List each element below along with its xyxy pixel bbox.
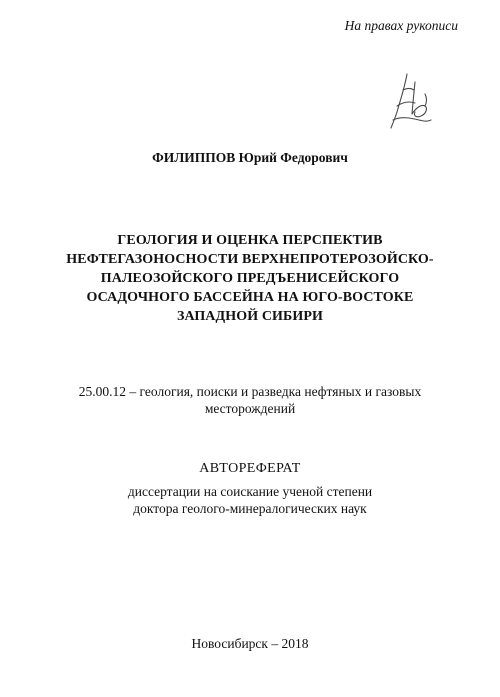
abstract-description: [30, 483, 470, 517]
abstract-line: диссертации на соискание ученой степени: [127, 484, 373, 499]
author-given-names: Юрий Федорович: [238, 150, 348, 165]
place-and-year: Новосибирск – 2018: [191, 636, 309, 651]
title-line: ОСАДОЧНОГО БАССЕЙНА НА ЮГО-ВОСТОКЕ: [86, 290, 414, 305]
specialty-line: месторождений: [204, 401, 296, 416]
title-line: ЗАПАДНОЙ СИБИРИ: [176, 309, 324, 324]
title-line: ГЕОЛОГИЯ И ОЦЕНКА ПЕРСПЕКТИВ: [117, 233, 383, 248]
abstract-line: доктора геолого-минералогических наук: [133, 501, 367, 516]
title-line: НЕФТЕГАЗОНОСНОСТИ ВЕРХНЕПРОТЕРОЗОЙСКО-: [66, 252, 434, 267]
abstract-heading: АВТОРЕФЕРАТ: [199, 461, 301, 476]
dissertation-title: [30, 231, 470, 326]
specialty-code: [30, 383, 470, 417]
rights-notice: На правах рукописи: [344, 18, 458, 33]
handwritten-signature-icon: [385, 68, 435, 132]
title-line: ПАЛЕОЗОЙСКОГО ПРЕДЪЕНИСЕЙСКОГО: [100, 271, 400, 286]
author-name: [0, 150, 500, 166]
author-surname: ФИЛИППОВ: [152, 150, 236, 165]
specialty-line: 25.00.12 – геология, поиски и разведка нефтяных и газовых: [78, 384, 422, 399]
